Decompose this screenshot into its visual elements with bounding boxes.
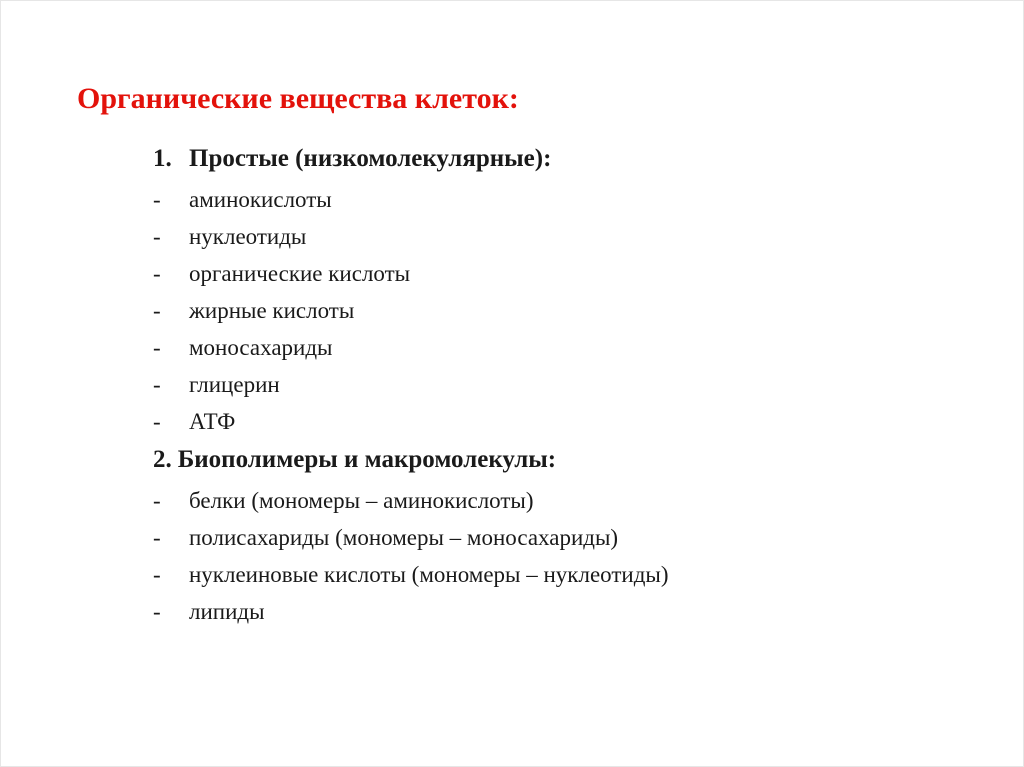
list-item	[153, 403, 973, 440]
section-heading-simple	[153, 141, 973, 181]
slide-title: Органические вещества клеток:	[77, 82, 519, 115]
list-item-text: липиды	[189, 599, 265, 624]
bullet-dash: -	[153, 187, 161, 212]
list-item	[153, 556, 973, 593]
list-item-text: глицерин	[189, 372, 280, 397]
section-heading-text: Простые (низкомолекулярные):	[189, 145, 552, 172]
list-item	[153, 255, 973, 292]
list-item-text: жирные кислоты	[189, 298, 355, 323]
list-item-text: моносахариды	[189, 335, 333, 360]
bullet-dash: -	[153, 409, 161, 434]
biopolymers-list	[153, 482, 973, 630]
section-number: 2.	[153, 446, 172, 473]
list-item	[153, 329, 973, 366]
list-item	[153, 292, 973, 329]
section-number: 1.	[153, 145, 172, 172]
list-item	[153, 519, 973, 556]
bullet-dash: -	[153, 224, 161, 249]
list-item-text: нуклеотиды	[189, 224, 307, 249]
section-heading-biopolymers	[153, 442, 973, 482]
bullet-dash: -	[153, 261, 161, 286]
list-item-text: белки (мономеры – аминокислоты)	[189, 488, 534, 513]
list-item-text: АТФ	[189, 409, 236, 434]
slide-content	[153, 141, 973, 630]
list-item	[153, 482, 973, 519]
bullet-dash: -	[153, 298, 161, 323]
bullet-dash: -	[153, 488, 161, 513]
list-item	[153, 218, 973, 255]
bullet-dash: -	[153, 372, 161, 397]
list-item-text: органические кислоты	[189, 261, 411, 286]
section-heading-text: Биополимеры и макромолекулы:	[177, 446, 557, 473]
list-item	[153, 366, 973, 403]
list-item-text: полисахариды (мономеры – моносахариды)	[189, 525, 619, 550]
list-item-text: нуклеиновые кислоты (мономеры – нуклеотиды)	[189, 562, 669, 587]
bullet-dash: -	[153, 335, 161, 360]
bullet-dash: -	[153, 525, 161, 550]
list-item-text: аминокислоты	[189, 187, 332, 212]
list-item	[153, 593, 973, 630]
bullet-dash: -	[153, 599, 161, 624]
list-item	[153, 181, 973, 218]
bullet-dash: -	[153, 562, 161, 587]
simple-substances-list	[153, 181, 973, 440]
